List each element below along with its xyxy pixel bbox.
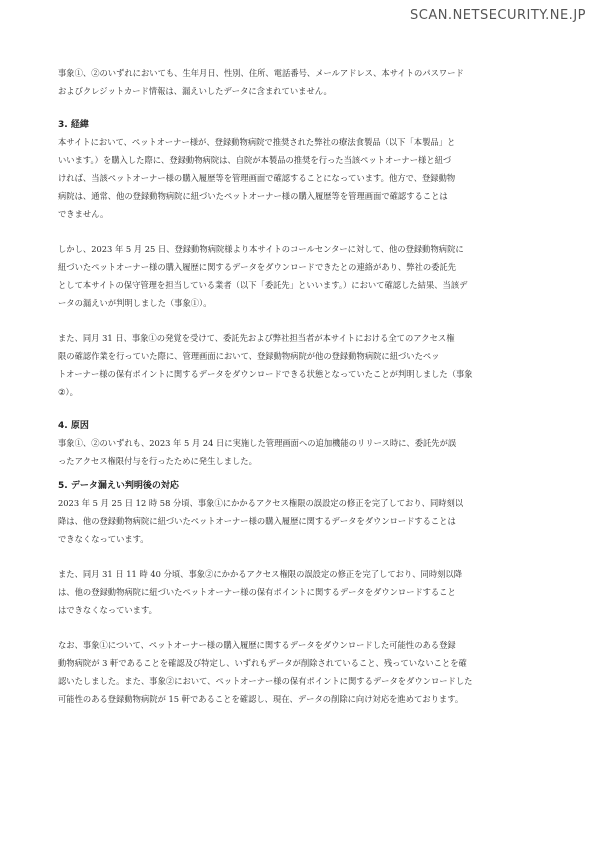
text-line: しかし、2023 年 5 月 25 日、登録動物病院様より本サイトのコールセンターに対して、他の登録動物病院に bbox=[58, 244, 464, 254]
text-line: できなくなっています。 bbox=[58, 534, 149, 544]
text-line: 事象①、②のいずれにおいても、生年月日、性別、住所、電話番号、メールアドレス、本サイトのパスワード bbox=[58, 68, 464, 78]
text-line: ②）。 bbox=[58, 387, 78, 397]
text-line: また、同月 31 日、事象①の発覚を受けて、委託先および弊社担当者が本サイトにおける全てのアクセス権 bbox=[58, 333, 455, 343]
text-line: ータの漏えいが判明しました（事象①）。 bbox=[58, 298, 212, 308]
text-line: 病院は、通常、他の登録動物病院に紐づいたペットオーナー様の購入履歴等を管理画面で確認することは bbox=[58, 191, 448, 201]
text-line: は、他の登録動物病院に紐づいたペットオーナー様の保有ポイントに関するデータをダウンロードすること bbox=[58, 587, 456, 597]
text-line: 降は、他の登録動物病院に紐づいたペットオーナー様の購入履歴に関するデータをダウンロードすることは bbox=[58, 516, 456, 526]
intro-paragraph bbox=[58, 64, 548, 100]
response-paragraph-3 bbox=[58, 636, 548, 708]
watermark: SCAN.NETSECURITY.NE.JP bbox=[409, 8, 586, 23]
section-heading-cause: 4. 原因 bbox=[58, 421, 89, 431]
text-line: トオーナー様の保有ポイントに関するデータをダウンロードできる状態となっていたことが判明しました（事象 bbox=[58, 369, 473, 379]
text-line: はできなくなっています。 bbox=[58, 605, 157, 615]
text-line: ければ、当該ペットオーナー様の購入履歴等を管理画面で確認することになっています。他方で、登録動物 bbox=[58, 173, 456, 183]
text-line: 紐づいたペットオーナー様の購入履歴に関するデータをダウンロードできたとの連絡があり、弊社の委託先 bbox=[58, 262, 457, 272]
document-body bbox=[58, 64, 548, 708]
text-line: 可能性のある登録動物病院が 15 軒であることを確認し、現在、データの削除に向け対応を進めております。 bbox=[58, 694, 464, 704]
cause-paragraph-1 bbox=[58, 434, 548, 470]
text-line: およびクレジットカード情報は、漏えいしたデータに含まれていません。 bbox=[58, 86, 332, 96]
response-paragraph-1 bbox=[58, 494, 548, 548]
text-line: 2023 年 5 月 25 日 12 時 58 分頃、事象①にかかるアクセス権限の誤設定の修正を完了しており、同時刻以 bbox=[58, 498, 464, 508]
text-line: また、同月 31 日 11 時 40 分頃、事象②にかかるアクセス権限の誤設定の修正を完了しており、同時刻以降 bbox=[58, 569, 463, 579]
text-line: いいます。）を購入した際に、登録動物病院は、自院が本製品の推奨を行った当該ペットオーナー様と紐づ bbox=[58, 155, 452, 165]
text-line: 事象①、②のいずれも、2023 年 5 月 24 日に実施した管理画面への追加機能のリリース時に、委託先が誤 bbox=[58, 438, 457, 448]
text-line: 認いたしました。また、事象②において、ペットオーナー様の保有ポイントに関するデータをダウンロードした bbox=[58, 676, 473, 686]
response-paragraph-2 bbox=[58, 565, 548, 619]
text-line: なお、事象①について、ペットオーナー様の購入履歴に関するデータをダウンロードした可能性のある登録 bbox=[58, 640, 456, 650]
text-line: 動物病院が 3 軒であることを確認及び特定し、いずれもデータが削除されていること、残っていないことを確 bbox=[58, 658, 467, 668]
background-paragraph-1 bbox=[58, 133, 548, 223]
text-line: 限の確認作業を行っていた際に、管理画面において、登録動物病院が他の登録動物病院に紐づいたペッ bbox=[58, 351, 440, 361]
text-line: として本サイトの保守管理を担当している業者（以下「委託先」といいます。）において確認した結果、当該デ bbox=[58, 280, 468, 290]
text-line: 本サイトにおいて、ペットオーナー様が、登録動物病院で推奨された弊社の療法食製品（以下「本製品」と bbox=[58, 137, 456, 147]
section-heading-response: 5. データ漏えい判明後の対応 bbox=[58, 481, 179, 491]
background-paragraph-2 bbox=[58, 240, 548, 312]
text-line: できません。 bbox=[58, 209, 109, 219]
text-line: ったアクセス権限付与を行ったために発生しました。 bbox=[58, 456, 257, 466]
background-paragraph-3 bbox=[58, 329, 548, 401]
section-heading-background: 3. 経緯 bbox=[58, 120, 89, 130]
